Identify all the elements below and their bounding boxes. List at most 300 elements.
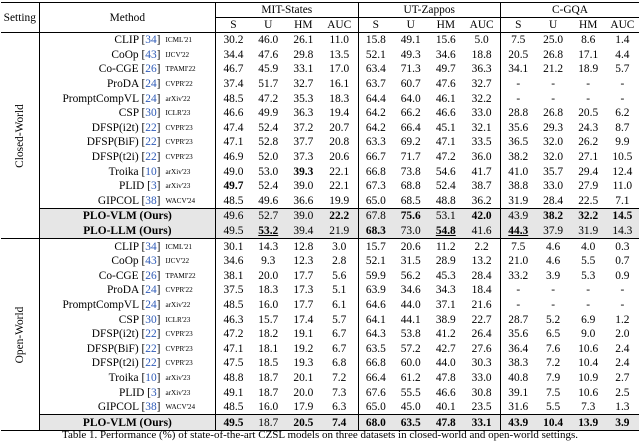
metric-value: 20.6 [329, 151, 350, 164]
venue-label: ICML'21 [163, 239, 215, 254]
metric-value: 61.2 [400, 371, 421, 384]
metric-value: - [586, 78, 591, 91]
metric-value: 20.7 [329, 121, 350, 134]
metric-value: 5.7 [615, 63, 630, 76]
metric-value: 38.7 [471, 180, 492, 193]
metric-value: 38.2 [500, 150, 535, 165]
method-name-text: Co-CGE [98, 269, 139, 282]
metric-value: 4.0 [571, 239, 606, 254]
metric-value: 0.9 [615, 269, 630, 282]
metric-value: 28.9 [435, 255, 456, 268]
metric-header-auc: AUC [606, 18, 639, 33]
table-row [1, 77, 639, 92]
table-row [1, 327, 639, 342]
metric-value: 52.7 [251, 209, 286, 224]
method-name [39, 239, 163, 254]
metric-value: - [500, 298, 535, 313]
metric-value: 73.0 [393, 224, 428, 239]
method-name [39, 400, 163, 415]
metric-value: 37.1 [435, 298, 456, 311]
method-name [39, 150, 163, 165]
metric-value: 4.6 [536, 239, 571, 254]
metric-value: 1.3 [606, 400, 639, 415]
metric-value: 2.4 [615, 357, 630, 370]
metric-value: 46.6 [435, 107, 456, 120]
setting-label-text: Closed-World [13, 103, 26, 168]
metric-value: 52.8 [258, 136, 279, 149]
table-row-ours [1, 224, 639, 239]
metric-value: 47.1 [435, 136, 456, 149]
citation-bracket: ] [156, 63, 161, 76]
metric-value: 66.2 [400, 107, 421, 120]
citation-link[interactable]: 24 [145, 78, 157, 91]
metric-value: 64.6 [358, 298, 393, 313]
method-name [39, 179, 163, 194]
table-row [1, 194, 639, 209]
venue-label: IJCV'22 [165, 50, 190, 59]
method-name: PLO-VLM (Ours) [39, 209, 216, 224]
metric-value: 21.6 [471, 298, 492, 311]
metric-header-u: U [393, 18, 428, 33]
metric-value: 60.7 [400, 78, 421, 91]
metric-value: 46.6 [435, 386, 456, 399]
metric-value: 53.1 [428, 209, 463, 224]
metric-value: 66.4 [358, 371, 393, 386]
metric-value: 18.2 [258, 328, 279, 341]
method-name-text: CSP [118, 313, 139, 326]
metric-value: 45.0 [393, 400, 428, 415]
metric-value: 66.8 [358, 356, 393, 371]
metric-value: 64.2 [358, 106, 393, 121]
metric-value: 12.4 [612, 165, 633, 178]
metric-value: 30.8 [471, 386, 492, 399]
metric-value: 4.4 [615, 48, 630, 61]
metric-value: 34.6 [216, 254, 251, 269]
citation-bracket: ] [156, 240, 161, 253]
metric-value: 3.9 [606, 415, 639, 431]
metric-value: 26.8 [543, 107, 564, 120]
metric-value: 26.8 [543, 48, 564, 61]
metric-value: 37.9 [536, 224, 571, 239]
citation-bracket: ] [156, 284, 161, 297]
metric-value: 15.7 [258, 313, 279, 326]
metric-value: 47.2 [216, 327, 251, 342]
method-name-text: CLIP [114, 34, 139, 47]
metric-value: 54.6 [435, 165, 456, 178]
metric-value: 40.8 [500, 371, 535, 386]
citation-bracket: ] [156, 313, 161, 326]
metric-value: 20.0 [293, 386, 314, 399]
metric-value: 39.4 [286, 224, 321, 239]
metric-value: 52.4 [435, 180, 456, 193]
metric-value: 33.1 [463, 415, 500, 431]
table-row [1, 341, 639, 356]
method-name [39, 33, 163, 48]
method-name-text: GIPCOL [97, 194, 139, 207]
venue-label: arXiv'23 [165, 167, 191, 176]
metric-value: 17.7 [293, 298, 314, 311]
metric-value: 17.9 [286, 400, 321, 415]
citation-bracket: [ [144, 386, 151, 399]
metric-value: 34.6 [400, 284, 421, 297]
citation-link[interactable]: 24 [145, 284, 157, 297]
citation-link[interactable]: 22 [145, 151, 157, 164]
table-row [1, 356, 639, 371]
metric-value: 66.4 [400, 121, 421, 134]
metric-value: - [500, 283, 535, 298]
metric-value: 49.5 [216, 415, 251, 431]
metric-value: 10.9 [578, 371, 599, 384]
metric-value: 48.5 [216, 194, 251, 209]
citation-bracket: [ [138, 240, 146, 253]
metric-value: 32.2 [571, 209, 606, 224]
metric-value: 35.7 [543, 165, 564, 178]
metric-value: 67.6 [358, 385, 393, 400]
method-name [39, 135, 163, 150]
metric-value: 63.5 [358, 341, 393, 356]
citation-link[interactable]: 26 [145, 269, 157, 282]
metric-value-underlined: 44.3 [508, 225, 529, 238]
citation-link[interactable]: 10 [145, 371, 157, 384]
metric-value: 7.3 [571, 400, 606, 415]
metric-value: 29.3 [543, 121, 564, 134]
metric-value: 56.2 [400, 269, 421, 282]
method-name [39, 121, 163, 136]
metric-value: 7.6 [545, 342, 561, 355]
citation-bracket: [ [138, 34, 146, 47]
citation-bracket: ] [156, 34, 161, 47]
metric-value: 33.5 [471, 136, 492, 149]
metric-value: 18.7 [258, 386, 279, 399]
metric-value: 36.3 [471, 63, 492, 76]
citation-link[interactable]: 34 [145, 240, 157, 253]
citation-link[interactable]: 22 [145, 136, 157, 149]
metric-value: 49.7 [435, 63, 456, 76]
metric-value: 30.3 [471, 357, 492, 370]
metric-value: 33.0 [471, 371, 492, 384]
method-name-text: Co-CGE [98, 63, 139, 76]
metric-value: 47.4 [216, 121, 251, 136]
metric-value: 33.1 [293, 63, 314, 76]
metric-value-underlined: 54.8 [435, 225, 456, 238]
metric-value: 35.6 [500, 121, 535, 136]
metric-value: 18.8 [471, 48, 492, 61]
metric-value: - [620, 284, 625, 297]
results-table [1, 2, 639, 431]
metric-value: 2.0 [615, 328, 630, 341]
metric-value: 18.3 [329, 92, 350, 105]
metric-value: 12.8 [286, 239, 321, 254]
method-name [39, 385, 163, 400]
citation-bracket: [ [138, 313, 146, 326]
metric-value: 60.0 [400, 357, 421, 370]
metric-value: 17.1 [578, 48, 599, 61]
metric-value: - [551, 298, 555, 311]
method-name-text: PLID [119, 180, 145, 193]
citation-link[interactable]: 38 [145, 401, 157, 414]
venue-label: CVPR'23 [165, 153, 193, 162]
metric-value: 20.8 [329, 136, 350, 149]
method-name-text: DFSP(i2t) [91, 121, 139, 134]
metric-value: 2.8 [332, 255, 347, 268]
metric-value: 45.1 [435, 121, 456, 134]
metric-value: 26.4 [471, 328, 492, 341]
method-name [39, 91, 163, 106]
metric-value: 7.5 [545, 386, 561, 399]
citation-bracket: ] [156, 255, 161, 268]
metric-value: 3.9 [545, 269, 561, 282]
citation-bracket: ] [156, 151, 161, 164]
citation-bracket: ] [156, 48, 161, 61]
table-row [1, 150, 639, 165]
metric-value: 6.5 [545, 328, 561, 341]
metric-value: 21.2 [543, 63, 564, 76]
setting-label [1, 239, 39, 431]
table-row [1, 298, 639, 313]
table-caption: Table 1. Performance (%) of state-of-the-art CZSL models on three datasets in closed-world and open-world settings. [62, 429, 578, 441]
metric-value: 47.6 [435, 78, 456, 91]
table-row [1, 48, 639, 63]
citation-bracket: [ [138, 107, 146, 120]
metric-value: 47.6 [258, 48, 279, 61]
metric-value: 31.6 [500, 400, 535, 415]
metric-value: 36.3 [293, 107, 314, 120]
metric-value: 11.0 [329, 34, 349, 47]
metric-value: 6.2 [615, 107, 630, 120]
metric-value: 68.5 [393, 194, 428, 209]
metric-value: 57.2 [400, 342, 421, 355]
metric-value: 34.3 [435, 284, 456, 297]
metric-value: 19.4 [329, 107, 350, 120]
metric-value: 1.4 [615, 34, 630, 47]
method-name [39, 327, 163, 342]
metric-value: 44.0 [400, 298, 421, 311]
metric-header-s: S [358, 18, 393, 33]
venue-label: arXiv'23 [165, 373, 191, 382]
metric-value: 49.1 [216, 385, 251, 400]
metric-value: 42.0 [463, 209, 500, 224]
metric-value: 48.5 [216, 400, 251, 415]
metric-value: 36.6 [286, 194, 321, 209]
metric-value: 63.3 [358, 135, 393, 150]
table-row [1, 121, 639, 136]
metric-value: 7.2 [545, 357, 561, 370]
metric-value: 28.4 [536, 194, 571, 209]
metric-value [251, 224, 286, 239]
citation-link[interactable]: 30 [145, 313, 157, 326]
metric-value: 18.7 [251, 415, 286, 431]
citation-bracket: [ [138, 121, 146, 134]
metric-value: 7.9 [545, 371, 561, 384]
citation-link[interactable]: 24 [145, 298, 157, 311]
citation-bracket: [ [138, 48, 146, 61]
citation-link[interactable]: 22 [145, 357, 157, 370]
venue-label: arXiv'22 [165, 94, 191, 103]
metric-value: 46.1 [435, 92, 456, 105]
metric-value: 12.3 [293, 255, 314, 268]
method-name [39, 62, 163, 77]
venue-label: CVPR'22 [165, 286, 193, 295]
metric-value: 49.1 [400, 34, 421, 47]
metric-value: 32.7 [471, 78, 492, 91]
method-name-text: ProDA [106, 78, 139, 91]
citation-link[interactable]: 38 [145, 194, 157, 207]
citation-bracket: ] [156, 371, 161, 384]
metric-value: 66.7 [358, 150, 393, 165]
metric-value: 47.2 [258, 92, 279, 105]
metric-value: 5.6 [332, 269, 347, 282]
metric-value: - [551, 284, 555, 297]
metric-value: 19.1 [293, 328, 314, 341]
table-row [1, 312, 639, 327]
metric-value: 7.5 [500, 33, 535, 48]
setting-header: Setting [1, 3, 39, 33]
method-name-text: CLIP [114, 240, 139, 253]
metric-value: 53.0 [258, 165, 279, 178]
metric-value: 8.6 [581, 34, 596, 47]
table-row [1, 62, 639, 77]
metric-value: 1.2 [615, 313, 630, 326]
citation-bracket: ] [156, 136, 161, 149]
venue-label: ICLR'23 [165, 315, 191, 324]
metric-value: 52.0 [258, 151, 279, 164]
metric-value: 53.8 [400, 328, 421, 341]
metric-value: 32.7 [293, 78, 314, 91]
metric-value: 52.1 [358, 254, 393, 269]
method-name [39, 269, 163, 284]
citation-link[interactable]: 34 [145, 34, 157, 47]
metric-value: 2.2 [463, 239, 500, 254]
group-header-c-gqa: C-GQA [500, 3, 639, 18]
method-name: PLO-VLM (Ours) [39, 415, 216, 431]
metric-value: 65.0 [358, 194, 393, 209]
venue-label: CVPR'23 [165, 359, 193, 368]
citation-bracket: ] [156, 401, 161, 414]
metric-value: 2.5 [615, 386, 630, 399]
table-row [1, 385, 639, 400]
metric-value: 46.6 [216, 106, 251, 121]
venue-label: arXiv'22 [165, 300, 191, 309]
table-row [1, 371, 639, 386]
metric-value: 7.5 [500, 239, 535, 254]
metric-value: 18.3 [258, 284, 279, 297]
metric-value: 7.2 [332, 371, 347, 384]
metric-value: 20.6 [393, 239, 428, 254]
metric-value: 15.7 [358, 239, 393, 254]
metric-value-underlined: 53.2 [258, 225, 279, 238]
setting-label [1, 33, 39, 239]
metric-value: 7.3 [332, 386, 347, 399]
citation-bracket: [ [138, 298, 146, 311]
metric-value: 49.3 [400, 48, 421, 61]
metric-value: 64.2 [358, 121, 393, 136]
results-body [1, 33, 639, 431]
metric-value: 34.6 [435, 48, 456, 61]
metric-value: 68.3 [358, 224, 393, 239]
metric-value: 18.4 [471, 284, 492, 297]
metric-value: 38.9 [435, 313, 456, 326]
citation-bracket: [ [138, 342, 146, 355]
metric-value: 29.8 [293, 48, 314, 61]
method-name [39, 164, 163, 179]
metric-value: 27.9 [578, 180, 599, 193]
citation-link[interactable]: 22 [145, 342, 157, 355]
metric-value: - [620, 298, 625, 311]
citation-link[interactable]: 43 [145, 255, 157, 268]
metric-value: 28.8 [500, 106, 535, 121]
metric-value: 35.6 [500, 327, 535, 342]
method-name-text: ProDA [106, 284, 139, 297]
citation-bracket: [ [138, 371, 146, 384]
metric-value: 8.7 [615, 121, 630, 134]
metric-value: - [620, 78, 625, 91]
venue-label: CVPR'23 [165, 330, 193, 339]
metric-value: 22.1 [329, 180, 350, 193]
metric-value: 46.3 [216, 312, 251, 327]
citation-link[interactable]: 43 [145, 48, 157, 61]
metric-value: 39.0 [286, 209, 321, 224]
metric-value: 51.7 [258, 78, 279, 91]
metric-value: 20.5 [286, 415, 321, 431]
metric-value: 32.0 [543, 136, 564, 149]
metric-value: 6.7 [332, 342, 347, 355]
metric-value: 10.4 [536, 415, 571, 431]
method-name-text: CoOp [111, 48, 139, 61]
citation-link[interactable]: 26 [145, 63, 157, 76]
citation-link[interactable]: 30 [145, 107, 157, 120]
citation-link[interactable]: 22 [145, 328, 157, 341]
citation-link[interactable]: 10 [145, 165, 157, 178]
citation-link[interactable]: 24 [145, 92, 157, 105]
venue-label: WACV'24 [163, 400, 215, 415]
citation-link[interactable]: 22 [145, 121, 157, 134]
metric-value: 45.9 [258, 63, 279, 76]
venue-label: CVPR'22 [165, 80, 193, 89]
metric-value: 48.8 [428, 194, 463, 209]
citation-link[interactable]: 3 [150, 180, 157, 193]
metric-value: 46.7 [216, 62, 251, 77]
metric-value: 23.5 [463, 400, 500, 415]
metric-value: 33.0 [471, 107, 492, 120]
metric-value: 46.0 [258, 34, 279, 47]
metric-value: 43.9 [500, 209, 535, 224]
citation-link[interactable]: 3 [150, 386, 157, 399]
metric-value: 49.6 [251, 194, 286, 209]
metric-value: 63.4 [358, 62, 393, 77]
metric-value: 68.0 [358, 415, 393, 431]
metric-value: 38.1 [216, 269, 251, 284]
method-name [39, 283, 163, 298]
metric-value: - [500, 77, 535, 92]
citation-bracket: [ [138, 269, 146, 282]
metric-value: 18.7 [258, 371, 279, 384]
metric-value: - [500, 91, 535, 106]
metric-value: 48.5 [216, 91, 251, 106]
metric-value: 16.0 [251, 400, 286, 415]
metric-value: 18.5 [258, 357, 279, 370]
metric-value: 19.2 [293, 342, 314, 355]
metric-value: 21.9 [321, 224, 358, 239]
metric-value: 37.4 [216, 77, 251, 92]
metric-value: 37.2 [293, 121, 314, 134]
venue-label: TPAMI'22 [165, 271, 196, 280]
table-row [1, 33, 639, 48]
metric-value: 4.6 [545, 255, 561, 268]
metric-value: 47.8 [435, 371, 456, 384]
metric-value: 68.8 [400, 180, 421, 193]
method-name [39, 194, 163, 209]
method-name-text: CoOp [111, 255, 139, 268]
